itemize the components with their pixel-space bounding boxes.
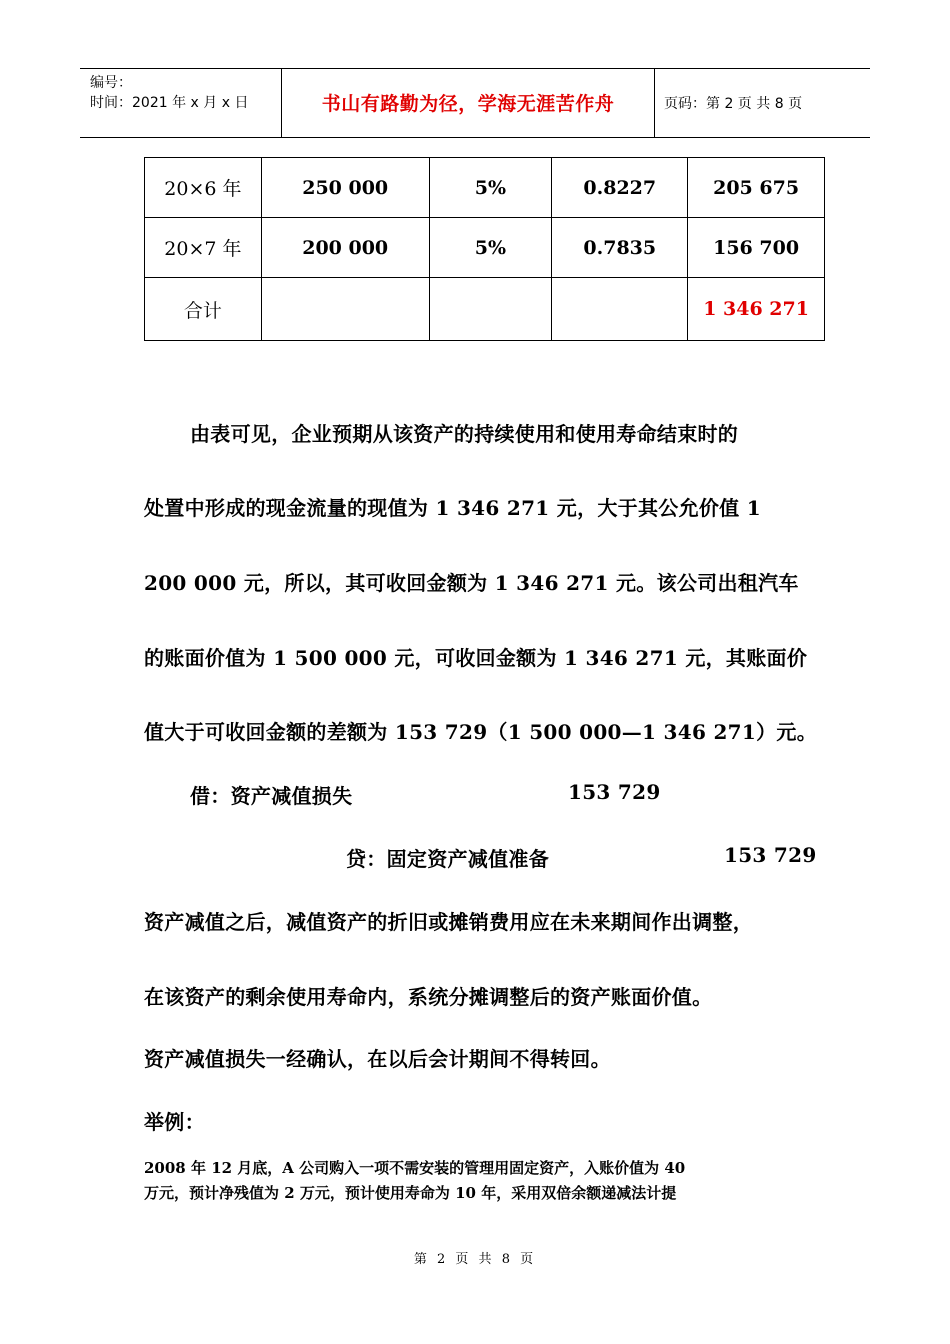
table-row (145, 158, 825, 218)
header-number: 编号： (90, 75, 132, 91)
table-row (145, 218, 825, 278)
header-meta (90, 73, 248, 113)
table-total-value: 1 346 271 (688, 278, 825, 341)
header-page-info: 页码：第 2 页 共 8 页 (664, 96, 803, 112)
table-cell (429, 278, 552, 341)
table-cell: 5% (429, 218, 552, 278)
table-cell: 250 000 (261, 158, 429, 218)
table-total-row (145, 278, 825, 341)
paragraph-line: 的账面价值为 1 500 000 元，可收回金额为 1 346 271 元，其账面价 (144, 646, 808, 670)
table-cell: 5% (429, 158, 552, 218)
table-cell: 合计 (145, 278, 262, 341)
header-divider (654, 69, 655, 137)
paragraph-line: 资产减值损失一经确认，在以后会计期间不得转回。 (144, 1047, 611, 1071)
present-value-table (144, 157, 825, 341)
paragraph-line: 200 000 元，所以，其可收回金额为 1 346 271 元。该公司出租汽车 (144, 571, 799, 595)
table-cell: 205 675 (688, 158, 825, 218)
paragraph-line: 由表可见，企业预期从该资产的持续使用和使用寿命结束时的 (190, 422, 739, 446)
debit-label: 借：资产减值损失 (190, 784, 353, 808)
header-motto: 书山有路勤为径，学海无涯苦作舟 (321, 93, 615, 115)
table-cell: 200 000 (261, 218, 429, 278)
header-time: 时间：2021 年 x 月 x 日 (90, 95, 249, 111)
table-cell (552, 278, 688, 341)
paragraph-line: 在该资产的剩余使用寿命内，系统分摊调整后的资产账面价值。 (144, 985, 713, 1009)
credit-label: 贷：固定资产减值准备 (346, 847, 549, 871)
example-heading: 举例： (144, 1110, 205, 1134)
paragraph-line: 资产减值之后，减值资产的折旧或摊销费用应在未来期间作出调整， (144, 910, 753, 934)
paragraph-line: 处置中形成的现金流量的现值为 1 346 271 元，大于其公允价值 1 (144, 496, 761, 520)
page-header (80, 68, 870, 138)
table-cell: 20×7 年 (145, 218, 262, 278)
table-cell: 0.8227 (552, 158, 688, 218)
example-line: 万元，预计净残值为 2 万元，预计使用寿命为 10 年，采用双倍余额递减法计提 (144, 1184, 677, 1202)
credit-amount: 153 729 (724, 843, 817, 867)
table-cell: 156 700 (688, 218, 825, 278)
paragraph-line: 值大于可收回金额的差额为 153 729（1 500 000—1 346 271）元。 (144, 720, 817, 744)
table-cell (261, 278, 429, 341)
debit-amount: 153 729 (568, 780, 661, 804)
table-cell: 20×6 年 (145, 158, 262, 218)
page-footer: 第 2 页 共 8 页 (413, 1252, 537, 1267)
example-line: 2008 年 12 月底，A 公司购入一项不需安装的管理用固定资产，入账价值为 40 (144, 1159, 686, 1177)
table-cell: 0.7835 (552, 218, 688, 278)
